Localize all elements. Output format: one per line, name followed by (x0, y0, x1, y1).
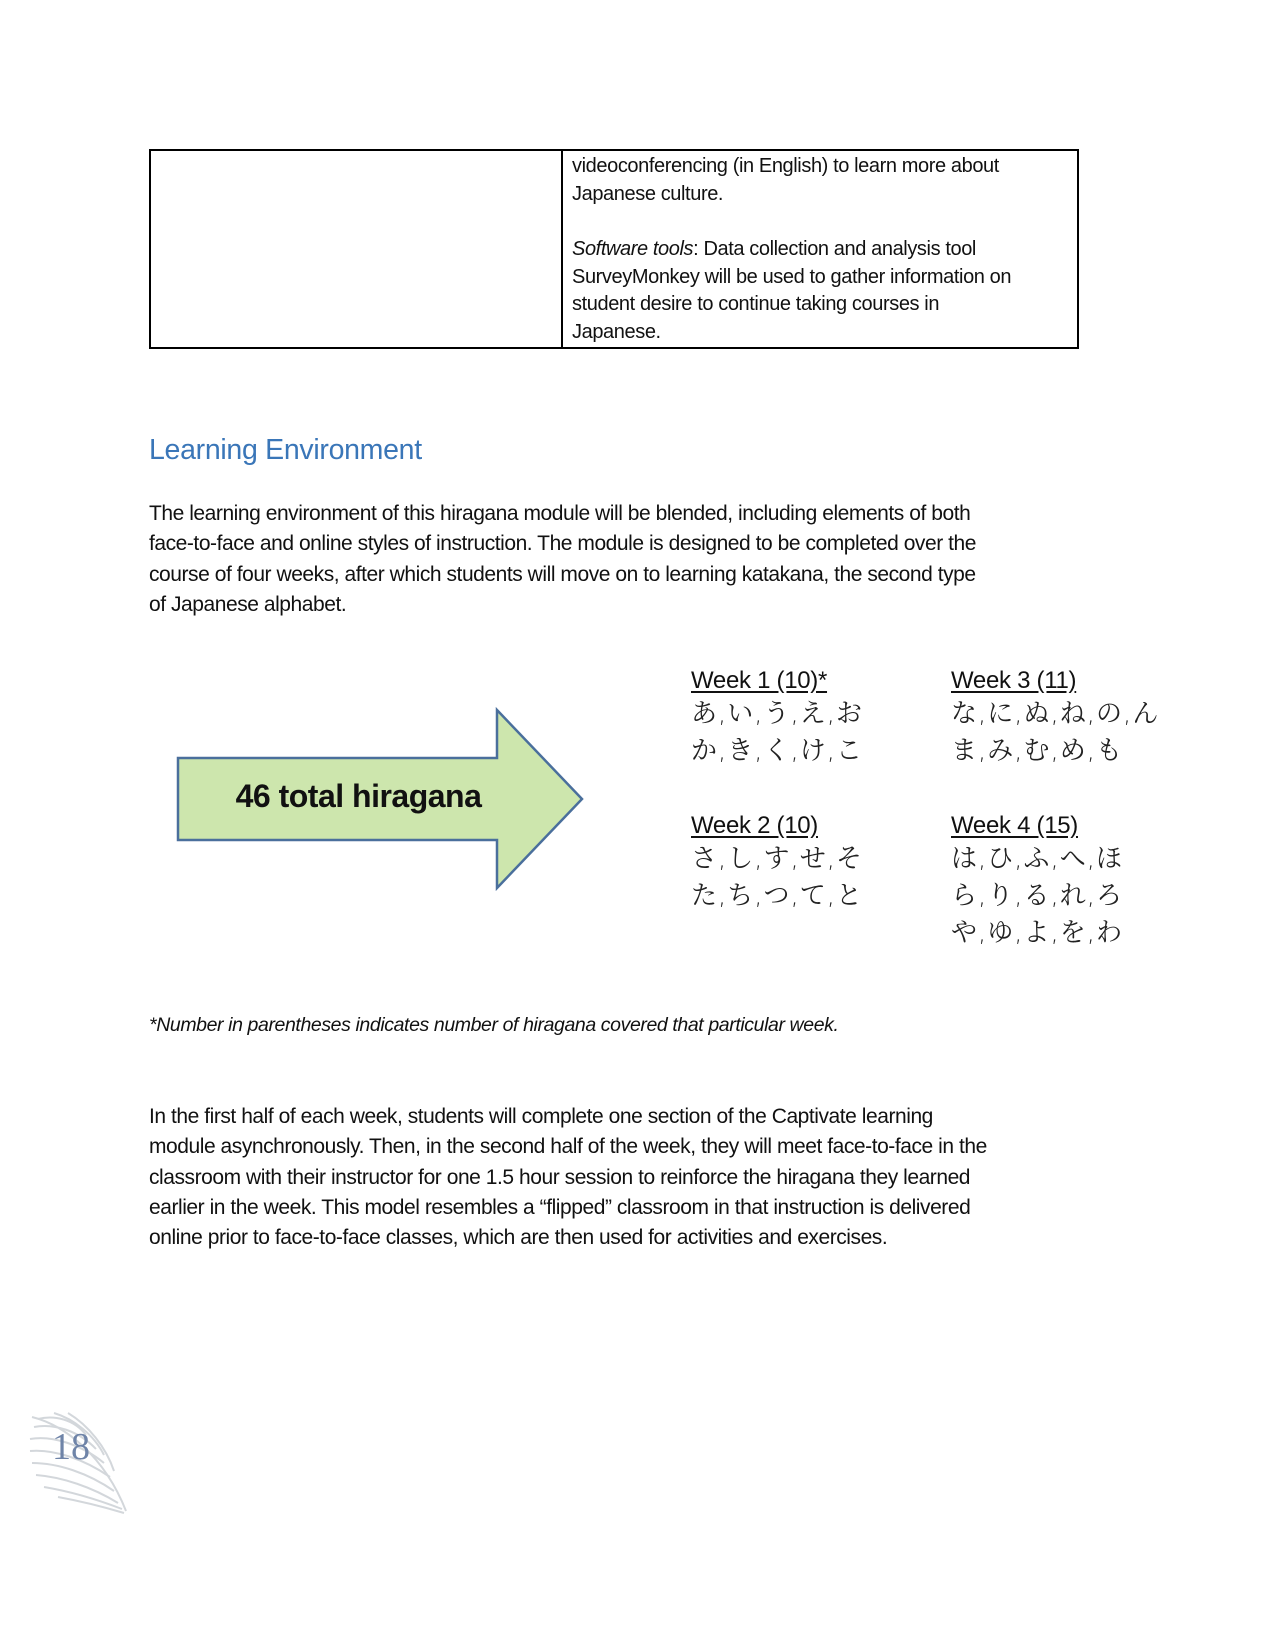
week-3-block (951, 666, 1159, 770)
kana-row: ま,み,む,め,も (951, 736, 1124, 766)
kana-row: や,ゆ,よ,を,わ (951, 918, 1124, 948)
arrow-label: 46 total hiragana (235, 778, 482, 814)
software-tools-label: Software tools (572, 238, 694, 260)
cell-line: Japanese. (572, 320, 661, 343)
week-title: Week 4 (15) (951, 812, 1078, 839)
cell-line: Software tools: Data collection and analysis tool (572, 238, 976, 260)
kana-row: さ,し,す,せ,そ (691, 844, 864, 874)
kana-row: は,ひ,ふ,へ,ほ (951, 844, 1124, 874)
continued-table (149, 149, 1079, 349)
kana-row: か,き,く,け,こ (691, 736, 864, 766)
week-4-block (951, 811, 1123, 952)
paragraph-line: earlier in the week. This model resembles a “flipped” classroom in that instruction is delivered (149, 1195, 971, 1219)
paragraph-line: The learning environment of this hiragana module will be blended, including elements of both (149, 502, 971, 525)
cell-line: videoconferencing (in English) to learn more about (572, 155, 999, 177)
week-title: Week 3 (11) (951, 667, 1077, 694)
paragraph-line: online prior to face-to-face classes, which are then used for activities and exercises. (149, 1226, 888, 1250)
kana-row: た,ち,つ,て,と (691, 881, 864, 911)
paragraph-line: classroom with their instructor for one 1.5 hour session to reinforce the hiragana they learned (149, 1165, 971, 1189)
intro-paragraph (149, 499, 1129, 620)
paragraph-line: of Japanese alphabet. (149, 592, 347, 616)
week-1-block (691, 666, 863, 770)
paragraph-line: course of four weeks, after which students will move on to learning katakana, the second type (149, 562, 976, 586)
kana-row: あ,い,う,え,お (691, 699, 864, 729)
week-2-block (691, 811, 863, 915)
paragraph-line: In the first half of each week, students will complete one section of the Captivate learning (149, 1105, 933, 1128)
section-heading: Learning Environment (149, 434, 422, 466)
table-right-cell (572, 153, 1067, 346)
page-number: 18 (52, 1426, 90, 1468)
paragraph-line: module asynchronously. Then, in the second half of the week, they will meet face-to-face in the (149, 1135, 987, 1159)
kana-row: ら,り,る,れ,ろ (951, 881, 1124, 911)
cell-line: SurveyMonkey will be used to gather information on (572, 265, 1012, 288)
week-title: Week 2 (10) (691, 812, 818, 839)
closing-paragraph (149, 1102, 1129, 1253)
week-title: Week 1 (10)* (691, 667, 828, 694)
cell-line: Japanese culture. (572, 182, 724, 205)
footnote: *Number in parentheses indicates number of hiragana covered that particular week. (149, 1014, 839, 1036)
table-column-divider (561, 151, 563, 347)
cell-line: student desire to continue taking courses in (572, 293, 940, 315)
kana-row: な,に,ぬ,ね,の,ん (951, 699, 1160, 729)
paragraph-line: face-to-face and online styles of instruction. The module is designed to be completed over the (149, 532, 976, 556)
